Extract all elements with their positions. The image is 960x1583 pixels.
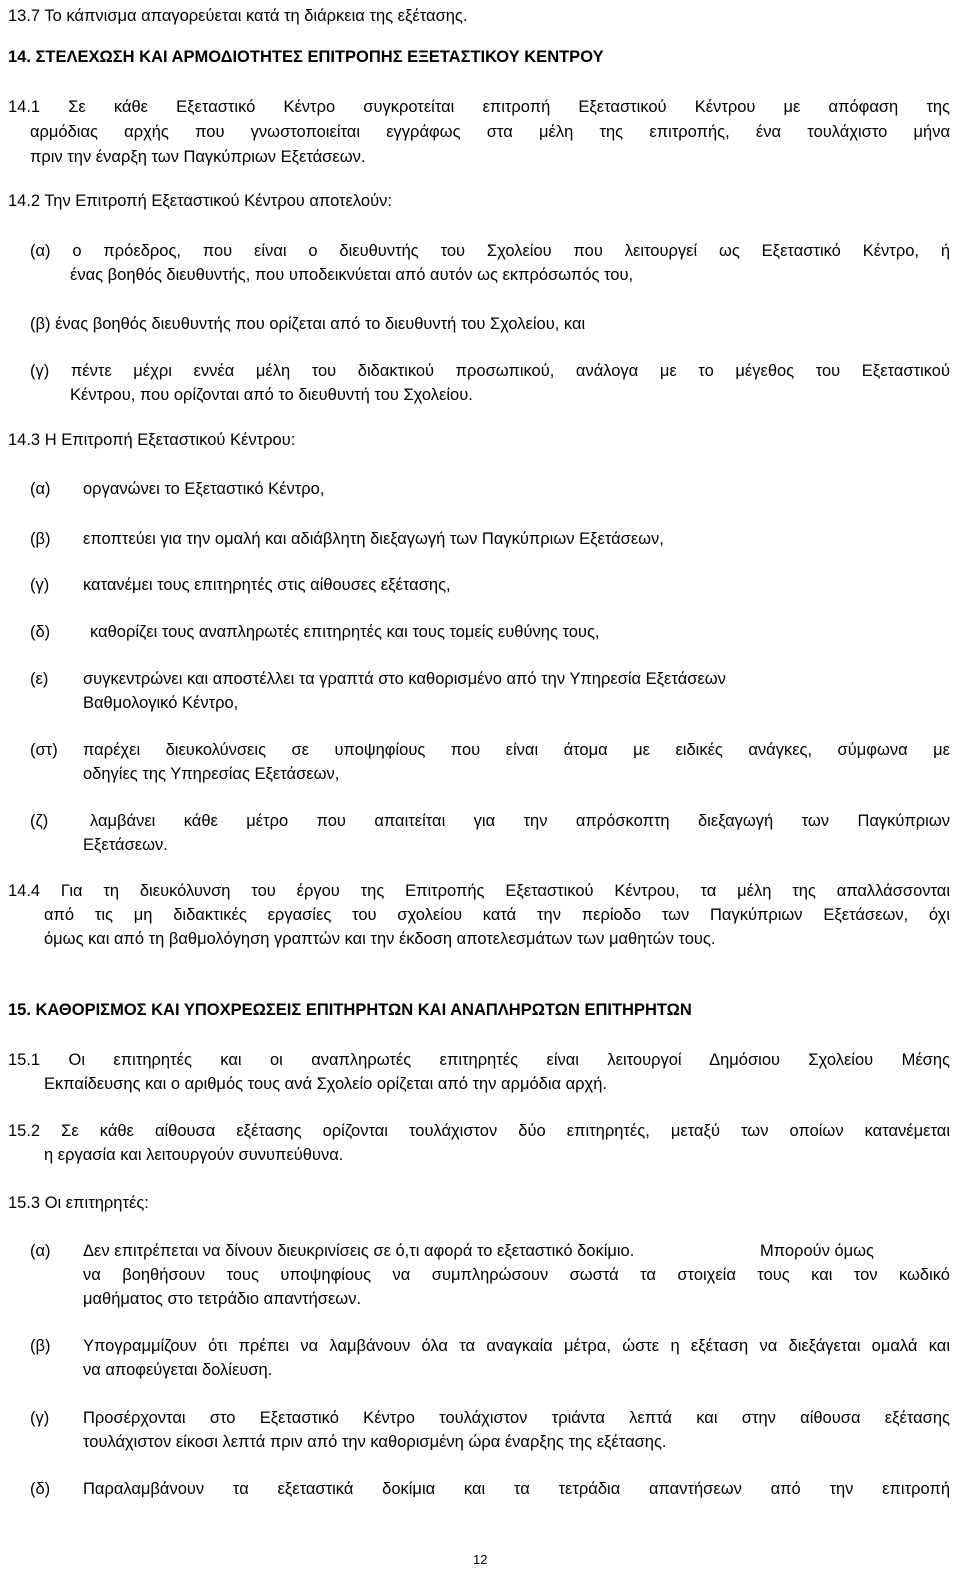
para-15-1-line: 15.1 Οι επιτηρητές και οι αναπληρωτές επιτηρητές είναι λειτουργοί Δημόσιου Σχολείου Μέσης bbox=[8, 1051, 950, 1069]
item-text: εποπτεύει για την ομαλή και αδιάβλητη διεξαγωγή των Παγκύπριων Εξετάσεων, bbox=[83, 530, 664, 548]
para-14-3: 14.3 Η Επιτροπή Εξεταστικού Κέντρου: bbox=[8, 431, 296, 449]
item-text: κατανέμει τους επιτηρητές στις αίθουσες εξέτασης, bbox=[83, 576, 451, 594]
item-text: να βοηθήσουν τους υποψηφίους να συμπληρώσουν σωστά τα στοιχεία τους και τον κωδικό bbox=[83, 1266, 950, 1284]
item-text: Προσέρχονται στο Εξεταστικό Κέντρο τουλάχιστον τριάντα λεπτά και στην αίθουσα εξέτασης bbox=[83, 1409, 950, 1427]
para-15-1-line: Εκπαίδευσης και ο αριθμός τους ανά Σχολείο ορίζεται από την αρμόδια αρχή. bbox=[44, 1075, 607, 1093]
item-text: συγκεντρώνει και αποστέλλει τα γραπτά στο καθορισμένο από την Υπηρεσία Εξετάσεων bbox=[83, 670, 726, 688]
item-label: (στ) bbox=[30, 741, 58, 759]
item-text: Παραλαμβάνουν τα εξεταστικά δοκίμια και τα τετράδια απαντήσεων από την επιτροπή bbox=[83, 1480, 950, 1498]
para-14-2: 14.2 Την Επιτροπή Εξεταστικού Κέντρου αποτελούν: bbox=[8, 192, 392, 210]
item-14-2-a-line: (α) ο πρόεδρος, που είναι ο διευθυντής του Σχολείου που λειτουργεί ως Εξεταστικό Κέντρο, ή bbox=[30, 242, 950, 260]
para-14-1-line: αρμόδιας αρχής που γνωστοποιείται εγγράφως στα μέλη της επιτροπής, ένα τουλάχιστο μήνα bbox=[30, 123, 950, 141]
item-text: καθορίζει τους αναπληρωτές επιτηρητές και τους τομείς ευθύνης τους, bbox=[90, 623, 600, 641]
item-label: (α) bbox=[30, 480, 51, 498]
section-heading-15: 15. ΚΑΘΟΡΙΣΜΟΣ ΚΑΙ ΥΠΟΧΡΕΩΣΕΙΣ ΕΠΙΤΗΡΗΤΩΝ ΚΑΙ ΑΝΑΠΛΗΡΩΤΩΝ ΕΠΙΤΗΡΗΤΩΝ bbox=[8, 1001, 692, 1019]
item-text: λαμβάνει κάθε μέτρο που απαιτείται για την απρόσκοπτη διεξαγωγή των Παγκύπριων bbox=[90, 812, 950, 830]
para-15-2-line: 15.2 Σε κάθε αίθουσα εξέτασης ορίζονται τουλάχιστον δύο επιτηρητές, μεταξύ των οποίων κατανέμεται bbox=[8, 1122, 950, 1140]
page-number: 12 bbox=[473, 1552, 488, 1567]
item-text: οργανώνει το Εξεταστικό Κέντρο, bbox=[83, 480, 325, 498]
item-label: (ε) bbox=[30, 670, 49, 688]
para-14-1-line: 14.1 Σε κάθε Εξεταστικό Κέντρο συγκροτείται επιτροπή Εξεταστικού Κέντρου με απόφαση της bbox=[8, 98, 950, 116]
item-text: μαθήματος στο τετράδιο απαντήσεων. bbox=[83, 1290, 362, 1308]
item-text: να αποφεύγεται δολίευση. bbox=[83, 1361, 273, 1379]
item-label: (α) bbox=[30, 1242, 51, 1260]
item-label: (β) bbox=[30, 1337, 51, 1355]
para-14-1-line: πριν την έναρξη των Παγκύπριων Εξετάσεων. bbox=[30, 148, 366, 166]
item-label: (β) bbox=[30, 530, 51, 548]
para-14-4-line: 14.4 Για τη διευκόλυνση του έργου της Επιτροπής Εξεταστικού Κέντρου, τα μέλη της απαλλάσσονται bbox=[8, 882, 950, 900]
item-14-2-c-line: (γ) πέντε μέχρι εννέα μέλη του διδακτικού προσωπικού, ανάλογα με το μέγεθος του Εξεταστικού bbox=[30, 362, 950, 380]
item-text: Δεν επιτρέπεται να δίνουν διευκρινίσεις σε ό,τι αφορά το εξεταστικό δοκίμιο. bbox=[83, 1242, 635, 1260]
item-label: (γ) bbox=[30, 1409, 50, 1427]
item-label: (γ) bbox=[30, 576, 50, 594]
section-heading-14: 14. ΣΤΕΛΕΧΩΣΗ ΚΑΙ ΑΡΜΟΔΙΟΤΗΤΕΣ ΕΠΙΤΡΟΠΗΣ ΕΞΕΤΑΣΤΙΚΟΥ ΚΕΝΤΡΟΥ bbox=[8, 48, 604, 66]
item-label: (δ) bbox=[30, 1480, 51, 1498]
para-15-2-line: η εργασία και λειτουργούν συνυπεύθυνα. bbox=[44, 1146, 344, 1164]
item-14-2-a-line: ένας βοηθός διευθυντής, που υποδεικνύεται από αυτόν ως εκπρόσωπός του, bbox=[70, 266, 634, 284]
item-text: παρέχει διευκολύνσεις σε υποψηφίους που είναι άτομα με ειδικές ανάγκες, σύμφωνα με bbox=[83, 741, 950, 759]
item-14-2-c-line: Κέντρου, που ορίζονται από το διευθυντή του Σχολείου. bbox=[70, 386, 473, 404]
item-text: Βαθμολογικό Κέντρο, bbox=[83, 694, 239, 712]
para-15-3: 15.3 Οι επιτηρητές: bbox=[8, 1194, 149, 1212]
para-14-4-line: από τις μη διδακτικές εργασίες του σχολείου κατά την περίοδο των Παγκύπριων Εξετάσεων, όχι bbox=[44, 906, 950, 924]
item-text: οδηγίες της Υπηρεσίας Εξετάσεων, bbox=[83, 765, 340, 783]
item-text: Υπογραμμίζουν ότι πρέπει να λαμβάνουν όλα τα αναγκαία μέτρα, ώστε η εξέταση να διεξάγεται ομαλά και bbox=[83, 1337, 950, 1355]
item-text: Μπορούν όμως bbox=[760, 1242, 875, 1260]
para-13-7: 13.7 Το κάπνισμα απαγορεύεται κατά τη διάρκεια της εξέτασης. bbox=[8, 7, 468, 25]
item-14-2-b: (β) ένας βοηθός διευθυντής που ορίζεται από το διευθυντή του Σχολείου, και bbox=[30, 315, 586, 333]
item-text: τουλάχιστον είκοσι λεπτά πριν από την καθορισμένη ώρα έναρξης της εξέτασης. bbox=[83, 1433, 667, 1451]
item-text: Εξετάσεων. bbox=[83, 836, 168, 854]
para-14-4-line: όμως και από τη βαθμολόγηση γραπτών και την έκδοση αποτελεσμάτων των μαθητών τους. bbox=[44, 930, 716, 948]
item-label: (ζ) bbox=[30, 812, 49, 830]
item-label: (δ) bbox=[30, 623, 51, 641]
